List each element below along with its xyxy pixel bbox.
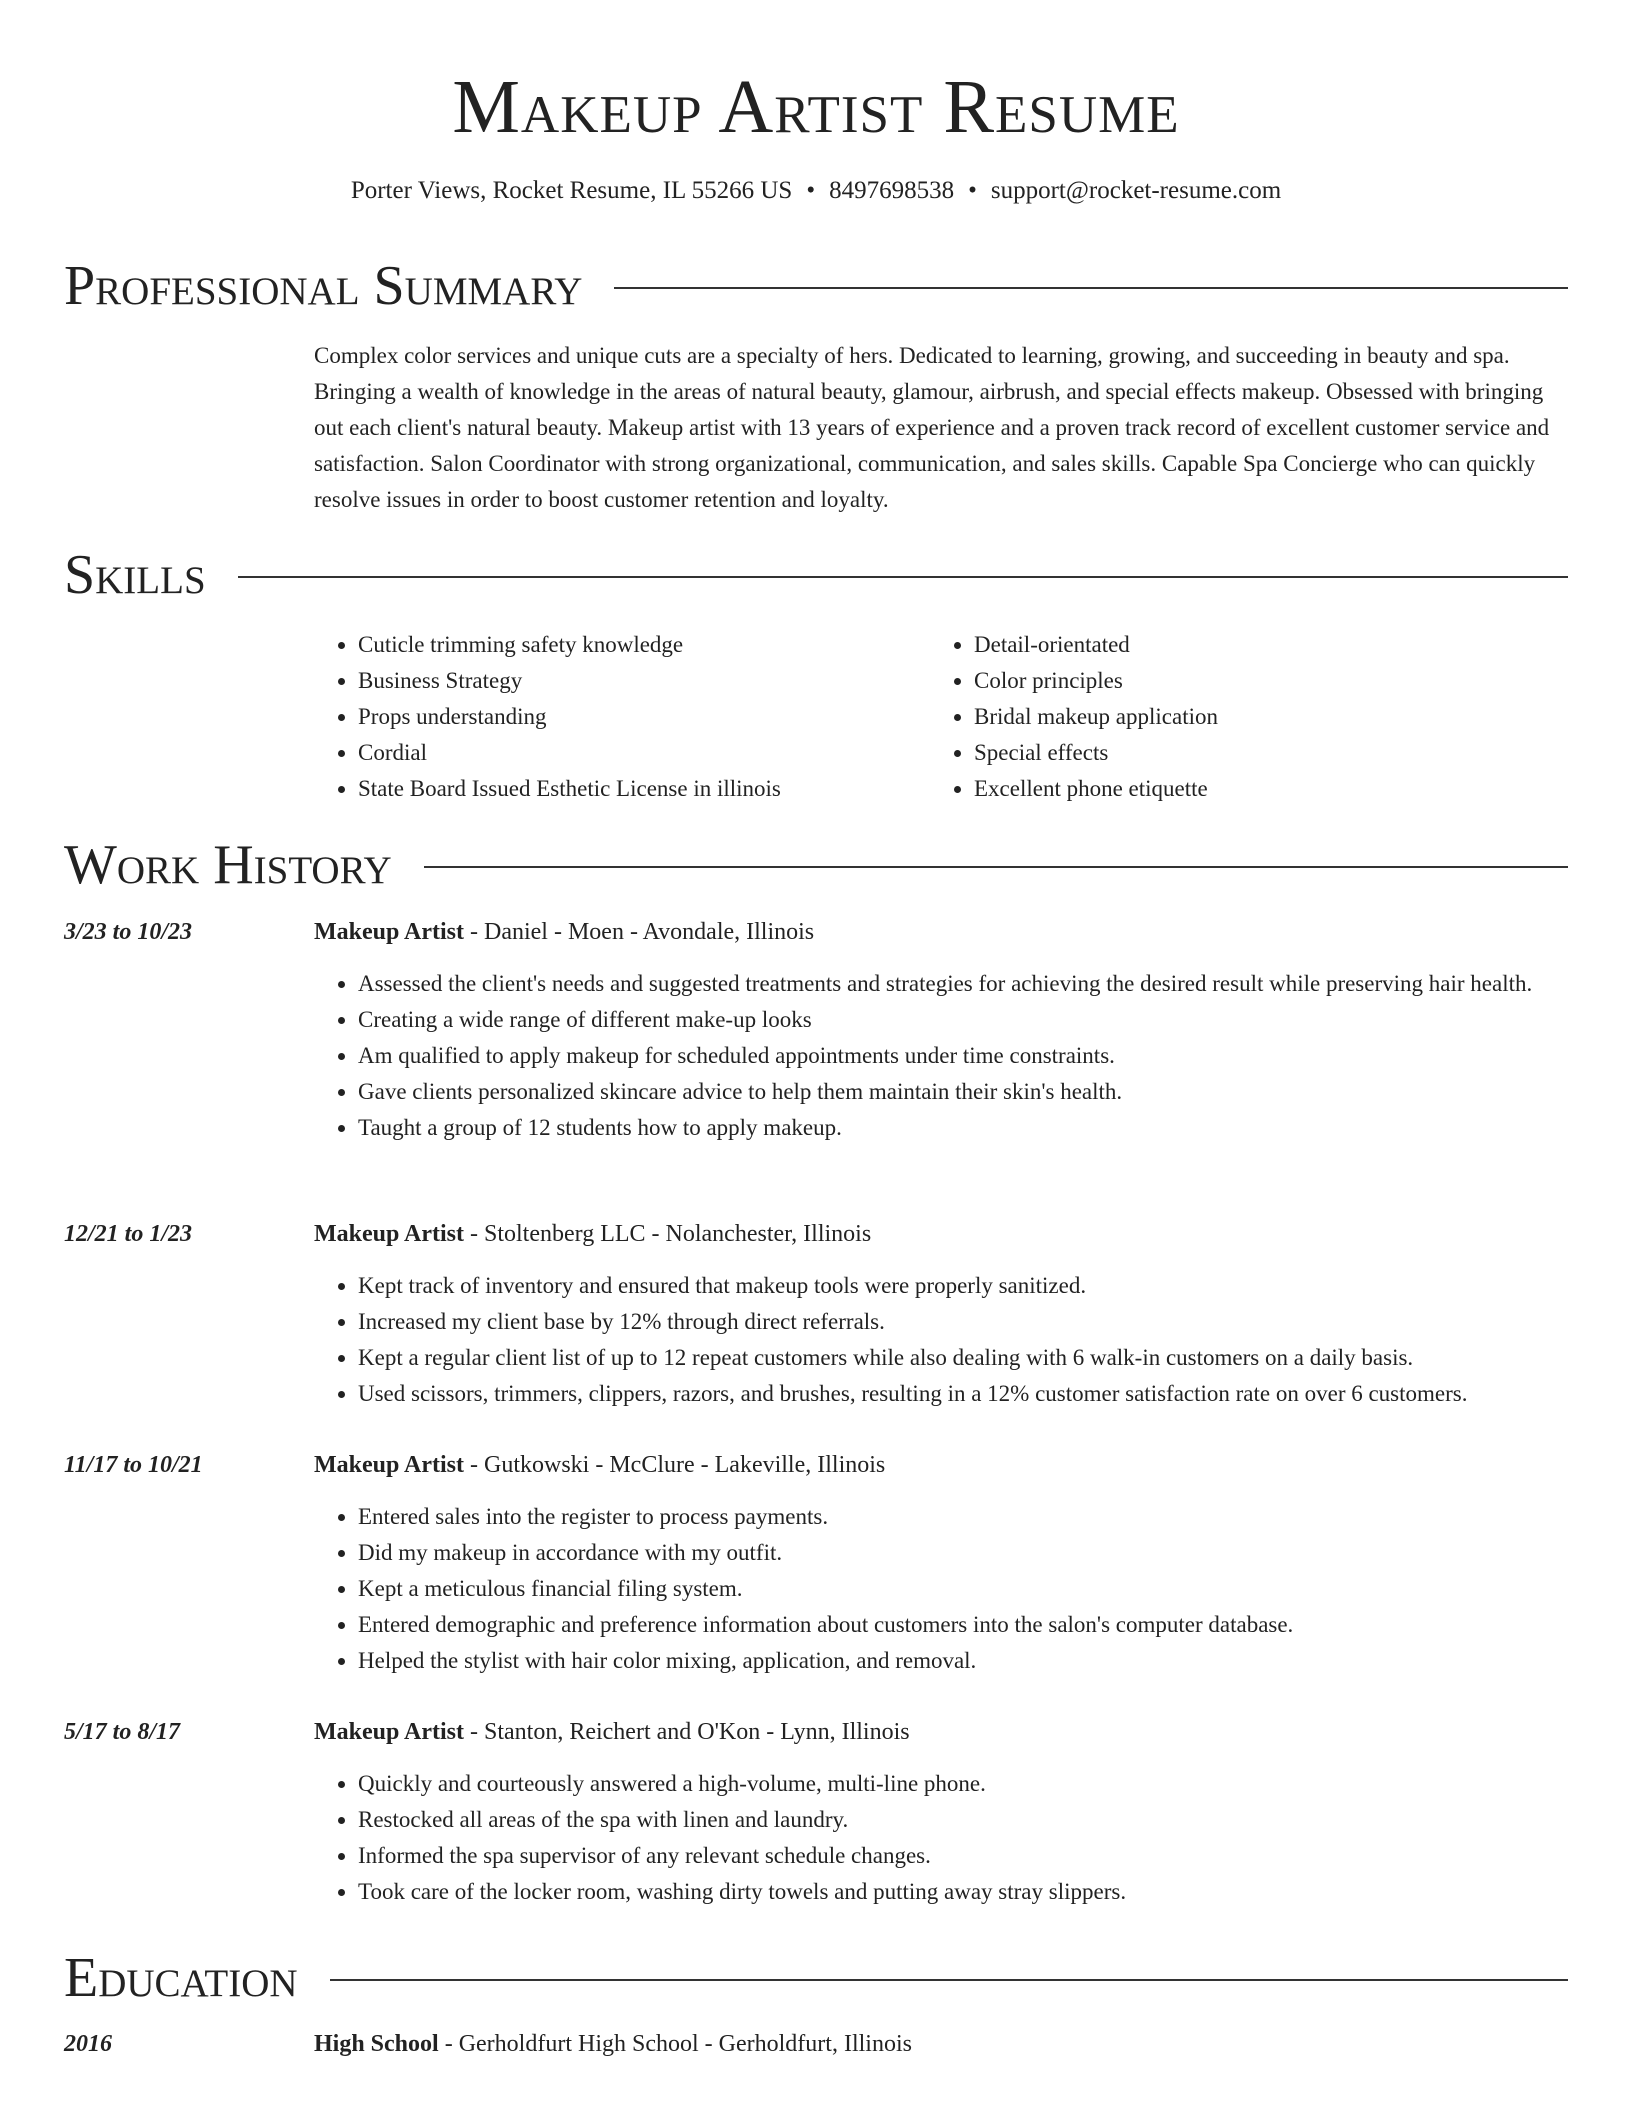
job-title: Makeup Artist (314, 1452, 464, 1478)
job-dates: 5/17 to 8/17 (64, 1719, 181, 1745)
section-title-skills: Skills (64, 544, 206, 606)
section-divider (424, 866, 1568, 868)
job-heading (314, 1714, 1570, 1750)
skills-column-left (314, 627, 930, 807)
contact-line (0, 174, 1632, 208)
job-heading (314, 914, 1570, 950)
education-year: 2016 (64, 2031, 112, 2057)
skill-item: • Special effects (974, 735, 1534, 771)
skill-item: • Cuticle trimming safety knowledge (358, 627, 930, 663)
job-duty: • Am qualified to apply makeup for scheduled appointments under time constraints. (358, 1038, 1570, 1074)
job-duties (314, 966, 1570, 1146)
contact-address: Porter Views, Rocket Resume, IL 55266 US (350, 177, 793, 204)
job-duty: • Gave clients personalized skincare advice to help them maintain their skin's health. (358, 1074, 1570, 1110)
skill-item: • Color principles (974, 663, 1534, 699)
education-heading (314, 2026, 1570, 2062)
section-divider (614, 287, 1568, 289)
skill-item: • Bridal makeup application (974, 699, 1534, 735)
job-employer: - Gutkowski - McClure - Lakeville, Illinois (464, 1452, 886, 1478)
job-title: Makeup Artist (314, 1221, 464, 1247)
skill-item: • Business Strategy (358, 663, 930, 699)
job-duties (314, 1499, 1570, 1679)
job-employer: - Daniel - Moen - Avondale, Illinois (464, 919, 815, 945)
skill-item: • Cordial (358, 735, 930, 771)
job-duty: • Did my makeup in accordance with my outfit. (358, 1535, 1570, 1571)
job-duty: • Used scissors, trimmers, clippers, razors, and brushes, resulting in a 12% customer satisfaction rate on over 6 customers. (358, 1376, 1570, 1412)
job-dates: 11/17 to 10/21 (64, 1452, 203, 1478)
job-duty: • Taught a group of 12 students how to apply makeup. (358, 1110, 1570, 1146)
section-header-work-history (64, 835, 1568, 895)
skill-item: • State Board Issued Esthetic License in illinois (358, 771, 930, 807)
skill-item: • Excellent phone etiquette (974, 771, 1534, 807)
contact-separator: • (806, 177, 816, 204)
skills-list (314, 627, 1570, 807)
section-title-summary: Professional Summary (64, 255, 583, 317)
contact-email[interactable]: support@rocket-resume.com (990, 177, 1282, 204)
job-dates: 12/21 to 1/23 (64, 1221, 193, 1247)
job-duty: • Helped the stylist with hair color mixing, application, and removal. (358, 1643, 1570, 1679)
job-duty: • Creating a wide range of different make-up looks (358, 1002, 1570, 1038)
job-duty: • Informed the spa supervisor of any relevant schedule changes. (358, 1838, 1570, 1874)
contact-phone[interactable]: 8497698538 (829, 177, 955, 204)
job-heading (314, 1216, 1570, 1252)
job-duty: • Kept a meticulous financial filing system. (358, 1571, 1570, 1607)
job-employer: - Stoltenberg LLC - Nolanchester, Illinois (464, 1221, 872, 1247)
job-duty: • Quickly and courteously answered a high-volume, multi-line phone. (358, 1766, 1570, 1802)
section-header-skills (64, 545, 1568, 605)
job-duties (314, 1766, 1570, 1910)
summary-text: Complex color services and unique cuts are a specialty of hers. Dedicated to learning, growing, and succeeding in beauty and spa. Bringing a wealth of knowledge in the areas of natural beauty, glamour, airbrush, and special effects makeup. Obsessed with bringing out each client's natural beauty. Makeup artist with 13 years of experience and a proven track record of excellent customer service and satisfaction. Salon Coordinator with strong organizational, communication, and sales skills. Capable Spa Concierge who can quickly resolve issues in order to boost customer retention and loyalty. (314, 343, 1550, 512)
section-title-education: Education (64, 1947, 298, 2009)
skill-item: • Props understanding (358, 699, 930, 735)
job-duty: • Kept a regular client list of up to 12 repeat customers while also dealing with 6 walk-in customers on a daily basis. (358, 1340, 1570, 1376)
job-duty: • Restocked all areas of the spa with linen and laundry. (358, 1802, 1570, 1838)
skill-item: • Detail-orientated (974, 627, 1534, 663)
job-employer: - Stanton, Reichert and O'Kon - Lynn, Illinois (464, 1719, 910, 1745)
job-dates: 3/23 to 10/23 (64, 919, 193, 945)
section-divider (330, 1979, 1568, 1981)
job-duty: • Took care of the locker room, washing dirty towels and putting away stray slippers. (358, 1874, 1570, 1910)
job-duty: • Increased my client base by 12% through direct referrals. (358, 1304, 1570, 1340)
job-title: Makeup Artist (314, 1719, 464, 1745)
education-degree: High School (314, 2031, 439, 2057)
skills-column-right (930, 627, 1534, 807)
job-duty: • Entered sales into the register to process payments. (358, 1499, 1570, 1535)
job-title: Makeup Artist (314, 919, 464, 945)
section-header-summary (64, 256, 1568, 316)
job-duties (314, 1268, 1570, 1412)
section-title-work-history: Work History (64, 834, 392, 896)
job-duty: • Assessed the client's needs and suggested treatments and strategies for achieving the desired result while preserving hair health. (358, 966, 1570, 1002)
contact-separator: • (968, 177, 977, 204)
education-school: - Gerholdfurt High School - Gerholdfurt, Illinois (438, 2031, 912, 2057)
section-divider (238, 576, 1568, 578)
job-heading (314, 1447, 1570, 1483)
job-duty: • Entered demographic and preference information about customers into the salon's computer database. (358, 1607, 1570, 1643)
resume-title: Makeup Artist Resume (452, 65, 1180, 149)
section-header-education (64, 1948, 1568, 2008)
job-duty: • Kept track of inventory and ensured that makeup tools were properly sanitized. (358, 1268, 1570, 1304)
